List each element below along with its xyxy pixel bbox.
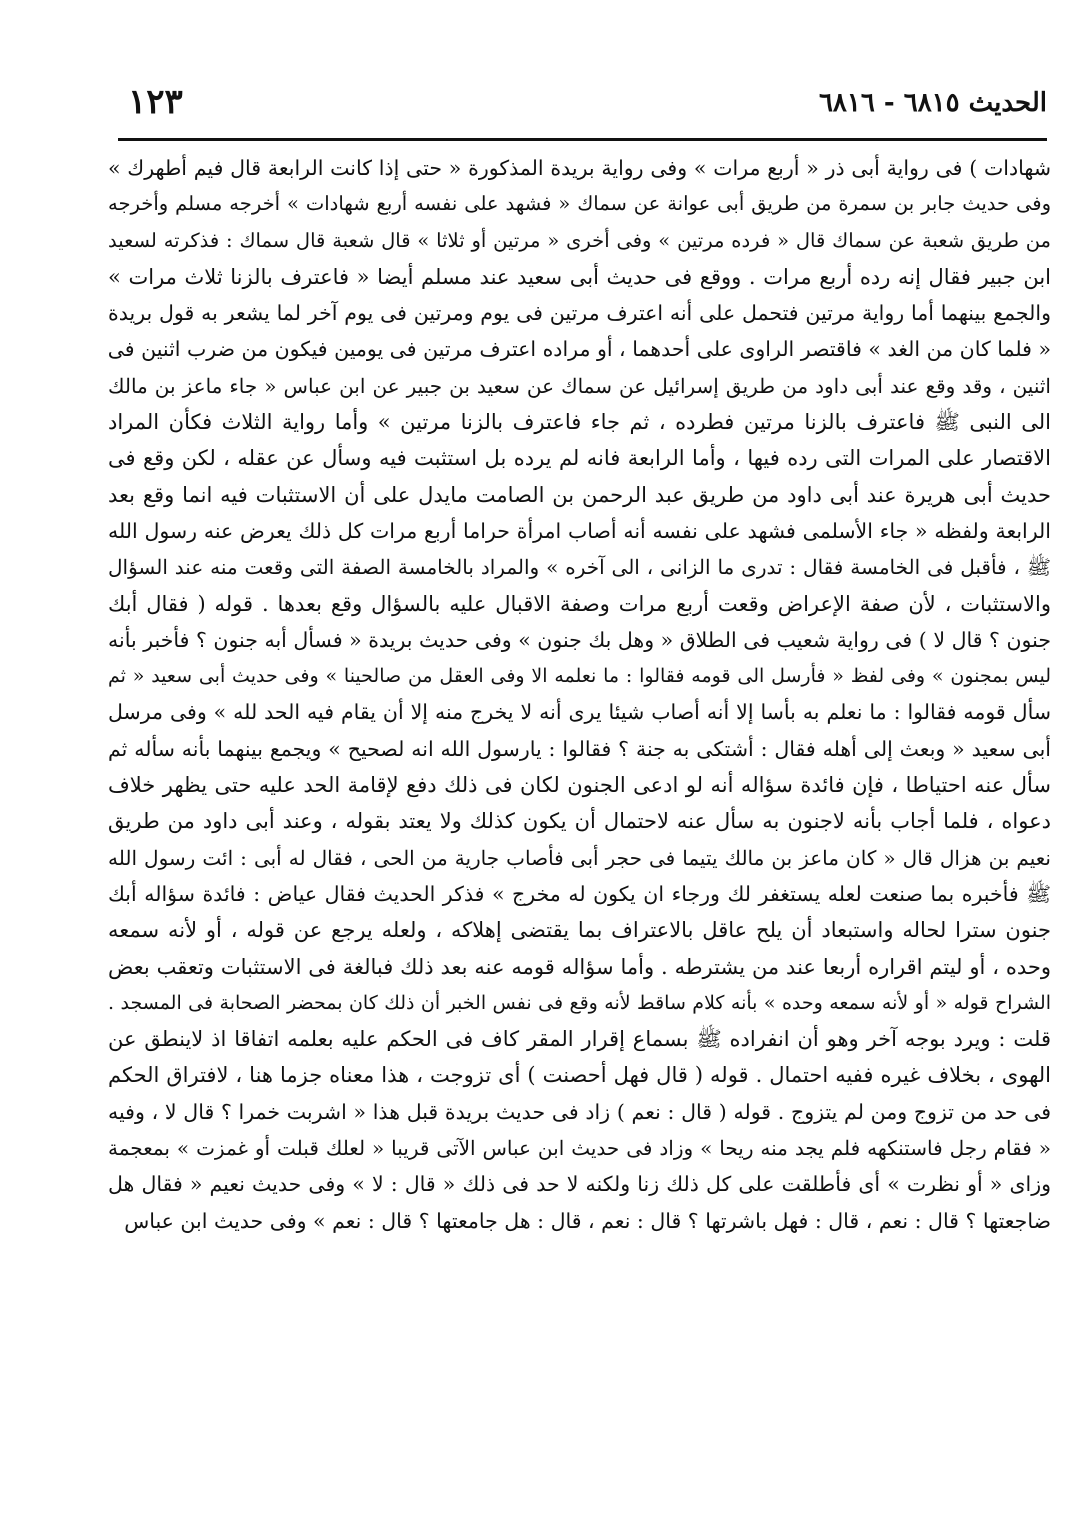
text-line: جنون سترا لحاله واستبعاد أن يلح عاقل بالاعتراف بما يقتضى إهلاكه ، ولعله يرجع عن قوله ، أو لأنه سمعه <box>108 918 1051 943</box>
text-line: ابن جبير فقال إنه رده أربع مرات . ووقع فى حديث أبى سعيد عند مسلم أيضا « فاعترف بالزنا ثلاث مرات » <box>108 264 1051 289</box>
text-line: والاستثبات ، لأن صفة الإعراض وقعت أربع مرات وصفة الاقبال عليه بالسؤال وقع بعدها . قوله ( فقال أبك <box>108 591 1051 616</box>
text-line: سأل قومه فقالوا : ما نعلم به بأسا إلا أنه أصاب شيئا يرى أنه لا يخرج منه إلا أن يقام فيه الحد لله » وفى مرسل <box>108 700 1051 725</box>
text-line: « فقام رجل فاستنكهه فلم يجد منه ريحا » وزاد فى حديث ابن عباس الآتى قريبا « لعلك قبلت أو غمزت » بمعجمة <box>108 1136 1051 1161</box>
text-line: وحده ، أو ليتم اقراره أربعا عند من يشترطه . وأما سؤاله قومه عنه بعد ذلك فبالغة فى الاستثبات وتعقب بعض <box>108 954 1051 979</box>
text-line: فى حد من تزوج ومن لم يتزوج . قوله ( قال : نعم ) زاد فى حديث بريدة قبل هذا « اشربت خمرا ؟ قال لا ، وفيه <box>108 1099 1051 1124</box>
text-line: نعيم بن هزال قال « كان ماعز بن مالك يتيما فى حجر أبى فأصاب جارية من الحى ، فقال له أبى : ائت رسول الله <box>108 845 1051 870</box>
text-line: وفى حديث جابر بن سمرة من طريق أبى عوانة عن سماك « فشهد على نفسه أربع شهادات » أخرجه مسلم وأخرجه <box>108 192 1051 216</box>
text-line: شهادات ) فى رواية أبى ذر « أربع مرات » وفى رواية بريدة المذكورة « حتى إذا كانت الرابعة قال فيم أطهرك » <box>108 156 1051 180</box>
text-line: الى النبى ﷺ فاعترف بالزنا مرتين فطرده ، ثم جاء فاعترف بالزنا مرتين » وأما رواية الثلاث فكأن المراد <box>108 410 1051 435</box>
header-divider <box>118 138 1047 141</box>
text-line: الاقتصار على المرات التى رده فيها ، وأما الرابعة فانه لم يرده بل استثبت فيه وسأل عن عقله ، لكن وقع فى <box>108 446 1051 471</box>
text-line: ﷺ فأخبره بما صنعت لعله يستغفر لك ورجاء ان يكون له مخرج » فذكر الحديث فقال عياض : فائدة سؤاله أبك <box>108 881 1051 906</box>
text-line: ليس بمجنون » وفى لفظ « فأرسل الى قومه فقالوا : ما نعلمه الا وفى العقل من صالحينا » وفى حديث أبى سعيد « ثم <box>108 665 1051 688</box>
text-line: قلت : ويرد بوجه آخر وهو أن انفراده ﷺ بسماع إقرار المقر كاف فى الحكم عليه بعلمه اتفاقا اذ لاينطق عن <box>108 1027 1051 1052</box>
text-line: الهوى ، بخلاف غيره ففيه احتمال . قوله ( قال فهل أحصنت ) أى تزوجت ، هذا معناه جزما هنا ، لافتراق الحكم <box>108 1063 1051 1088</box>
page-number: ١٢٣ <box>128 82 183 122</box>
text-line: اثنين ، وقد وقع عند أبى داود من طريق إسرائيل عن سماك عن سعيد بن جبير عن ابن عباس « جاء ماعز بن مالك <box>108 373 1051 398</box>
text-line: الشراح قوله « أو لأنه سمعه وحده » بأنه كلام ساقط لأنه وقع فى نفس الخبر أن ذلك كان بمحضر الصحابة فى المسجد . <box>108 991 1051 1014</box>
body-text <box>108 150 1051 1512</box>
text-line: أبى سعيد « وبعث إلى أهله فقال : أشتكى به جنة ؟ فقالوا : يارسول الله انه لصحيح » ويجمع بينهما بأنه سأله ثم <box>108 736 1051 761</box>
text-line: ﷺ ، فأقبل فى الخامسة فقال : تدرى ما الزانى ، الى آخره » والمراد بالخامسة الصفة التى وقعت منه عند السؤال <box>108 555 1051 580</box>
text-line: « فلما كان من الغد » فاقتصر الراوى على أحدهما ، أو مراده اعترف مرتين فى يومين فيكون من ضرب اثنين فى <box>108 337 1051 362</box>
running-title: الحديث ٦٨١٥ - ٦٨١٦ <box>818 88 1047 118</box>
text-line: جنون ؟ قال لا ) فى رواية شعيب فى الطلاق « وهل بك جنون » وفى حديث بريدة « فسأل أبه جنون ؟ فأخبر بأنه <box>108 627 1051 652</box>
text-line: سأل عنه احتياطا ، فإن فائدة سؤاله أنه لو ادعى الجنون لكان فى ذلك دفع لإقامة الحد عليه حتى يظهر خلاف <box>108 773 1051 798</box>
text-line: الرابعة ولفظه « جاء الأسلمى فشهد على نفسه أنه أصاب امرأة حراما أربع مرات كل ذلك يعرض عنه رسول الله <box>108 518 1051 543</box>
text-line: حديث أبى هريرة عند أبى داود من طريق عبد الرحمن بن الصامت مايدل على أن الاستثبات فيه انما وقع بعد <box>108 482 1051 507</box>
text-line: من طريق شعبة عن سماك قال « فرده مرتين » وفى أخرى « مرتين أو ثلاثا » قال شعبة قال سماك : فذكرته لسعيد <box>108 228 1051 252</box>
text-line: دعواه ، فلما أجاب بأنه لاجنون به سأل عنه لاحتمال أن يكون كذلك ولا يعتد بقوله ، وعند أبى داود من طريق <box>108 809 1051 834</box>
text-line: والجمع بينهما أما رواية مرتين فتحمل على أنه اعترف مرتين فى يوم ومرتين فى يوم آخر لما يشعر به قول بريدة <box>108 301 1051 326</box>
page-header <box>118 82 1047 138</box>
text-line: ضاجعتها ؟ قال : نعم ، قال : فهل باشرتها ؟ قال : نعم ، قال : هل جامعتها ؟ قال : نعم » وفى حديث ابن عباس <box>124 1208 1051 1233</box>
text-line: وزاى « أو نظرت » أى فأطلقت على كل ذلك زنا ولكنه لا حد فى ذلك « قال : لا » وفى حديث نعيم « فقال هل <box>108 1172 1051 1197</box>
